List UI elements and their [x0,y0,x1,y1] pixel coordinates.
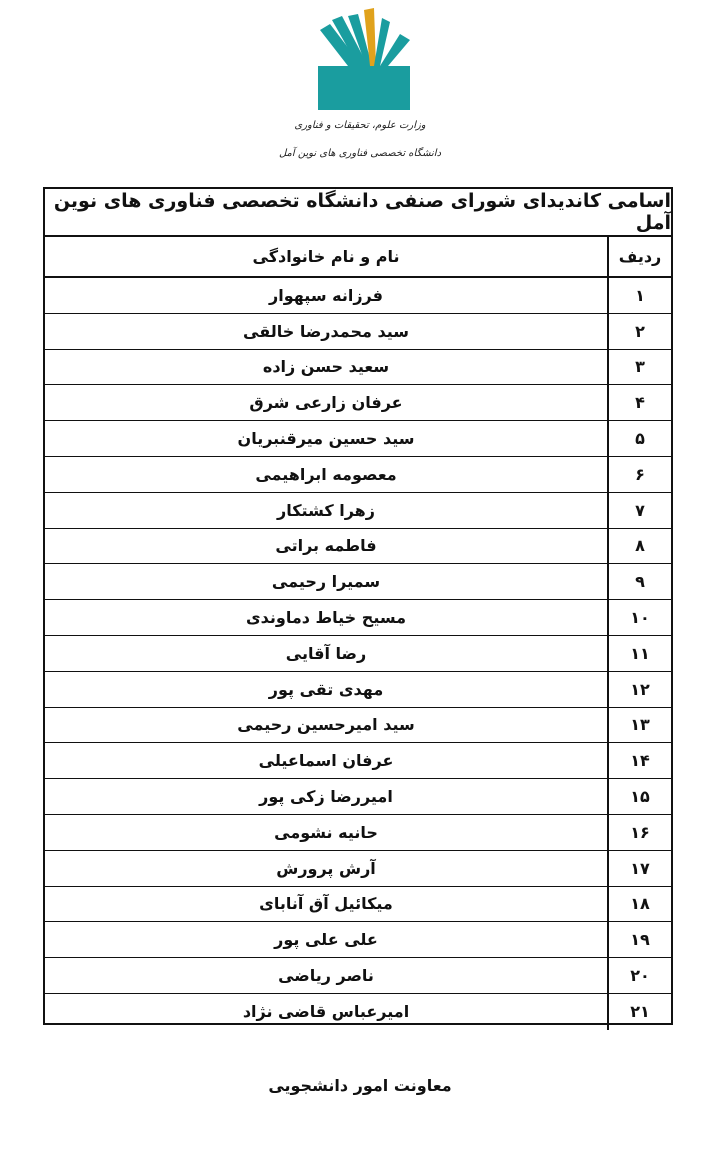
row-number: ۱۴ [607,743,671,778]
table-row [45,385,671,421]
row-name: حانیه نشومی [274,822,378,842]
table-row [45,994,671,1030]
row-number: ۷ [607,493,671,528]
table-row [45,672,671,708]
row-number: ۳ [607,350,671,385]
row-name: عرفان اسماعیلی [258,751,394,771]
table-row [45,314,671,350]
row-name: فرزانه سپهوار [269,285,383,305]
row-name: امیررضا زکی پور [259,787,393,807]
row-name: مسیح خیاط دماوندی [245,608,407,628]
row-number: ۵ [607,421,671,456]
row-number: ۱۲ [607,672,671,707]
table-row [45,636,671,672]
row-number: ۱۷ [607,851,671,886]
table-row [45,815,671,851]
row-number: ۴ [607,385,671,420]
table-title: اسامی کاندیدای شورای صنفی دانشگاه تخصصی فناوری های نوین آمل [45,189,671,237]
table-body [45,237,671,1030]
university-logo [318,8,414,112]
row-number: ۱۰ [607,600,671,635]
row-name: سید حسین میرقنبریان [237,429,415,449]
table-row [45,278,671,314]
row-number: ۱ [607,278,671,313]
table-row [45,529,671,565]
table-row [45,600,671,636]
row-number: ۹ [607,564,671,599]
ministry-name: وزارت علوم، تحقیقات و فناوری [294,120,426,131]
row-number: ۲۰ [607,958,671,993]
header-text [0,120,720,159]
table-header-row [45,237,671,278]
row-name: سعید حسن زاده [262,357,390,377]
candidates-table [43,187,673,1025]
row-number: ۱۶ [607,815,671,850]
row-name: رضا آقایی [285,643,367,663]
table-row [45,564,671,600]
row-number: ۱۹ [607,922,671,957]
row-number: ۶ [607,457,671,492]
table-row [45,457,671,493]
row-number: ۱۵ [607,779,671,814]
table-row [45,851,671,887]
row-name: زهرا کشتکار [277,500,375,520]
row-name: ناصر ریاضی [278,966,374,986]
row-name: معصومه ابراهیمی [255,464,397,484]
row-name: میکائیل آق آنابای [259,894,393,914]
table-row [45,421,671,457]
logo-base [318,66,410,110]
row-name: سید امیرحسین رحیمی [237,715,415,735]
header-name: نام و نام خانوادگی [252,247,400,266]
row-number: ۲ [607,314,671,349]
row-number: ۱۳ [607,708,671,743]
row-name: مهدی تقی پور [268,679,384,699]
row-name: سید محمدرضا خالقی [243,321,409,341]
row-name: سمیرا رحیمی [271,572,381,592]
row-name: فاطمه براتی [275,536,377,556]
table-row [45,350,671,386]
row-number: ۲۱ [607,994,671,1030]
row-name: عرفان زارعی شرق [249,393,403,413]
table-row [45,779,671,815]
signature-text: معاونت امور دانشجویی [268,1076,452,1095]
row-number: ۸ [607,529,671,564]
row-name: امیرعباس قاضی نژاد [242,1002,410,1022]
table-row [45,493,671,529]
table-row [45,958,671,994]
table-row [45,922,671,958]
row-name: علی علی پور [274,930,378,950]
table-row [45,743,671,779]
university-name: دانشگاه تخصصی فناوری های نوین آمل [278,148,442,159]
header-num: ردیف [607,237,671,276]
row-name: آرش پرورش [276,858,376,878]
row-number: ۱۱ [607,636,671,671]
table-row [45,708,671,744]
table-row [45,887,671,923]
row-number: ۱۸ [607,887,671,922]
